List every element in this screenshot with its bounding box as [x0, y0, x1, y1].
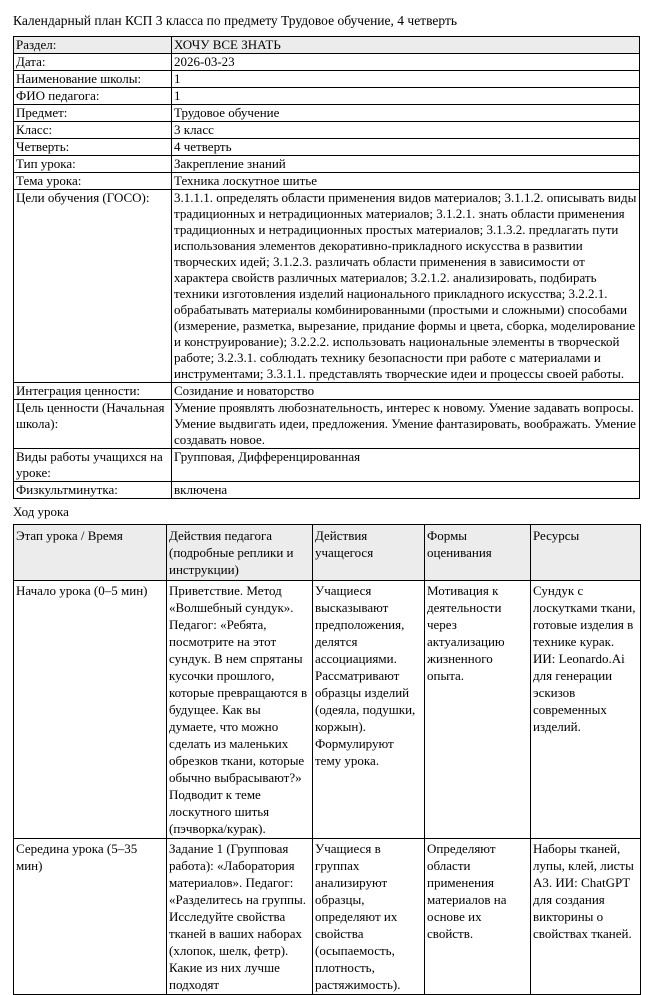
info-value: Умение проявлять любознательность, интерес к новому. Умение задавать вопросы. Умение выдвигать идеи, предложения. Умение фантазировать, воображать. Умение создавать новое. [172, 400, 640, 449]
info-key: Тип урока: [14, 156, 172, 173]
info-value: Техника лоскутное шитье [172, 173, 640, 190]
lesson-flow-table [13, 524, 641, 995]
info-key: Дата: [14, 54, 172, 71]
info-key: Цели обучения (ГОСО): [14, 190, 172, 383]
lesson-info-table [13, 36, 640, 499]
assessment-cell: Определяют области применения материалов на основе их свойств. [425, 839, 531, 995]
header-resources: Ресурсы [531, 525, 641, 581]
info-key: Цель ценности (Начальная школа): [14, 400, 172, 449]
info-key: Тема урока: [14, 173, 172, 190]
info-key: Предмет: [14, 105, 172, 122]
info-row [14, 88, 640, 105]
info-value: 3.1.1.1. определять области применения видов материалов; 3.1.1.2. описывать виды традиционных и нетрадиционных материалов; 3.1.2.1. знать области применения традиционных и нетрадиционных простых материалов; 3.1.3.2. предлагать пути использования элементов декоративно-прикладного искусства в развитии творческих идей; 3.1.2.3. различать области применения в зависимости от характера свойств различных материалов; 3.2.1.2. анализировать, подбирать техники изготовления изделий национального прикладного искусства; 3.2.2.1. обрабатывать материалы комбинированными (простыми и сложными) способами (измерение, разметка, вырезание, придание формы и цвета, сборка, моделирование и конструирование); 3.2.2.2. использовать национальные элементы в творческой работе; 3.2.3.1. соблюдать технику безопасности при работе с материалами и инструментами; 3.3.1.1. представлять творческие идеи и процессы своей работы. [172, 190, 640, 383]
lesson-info-body [14, 37, 640, 499]
info-row [14, 122, 640, 139]
info-key: ФИО педагога: [14, 88, 172, 105]
info-value: Закрепление знаний [172, 156, 640, 173]
info-key: Виды работы учащихся на уроке: [14, 449, 172, 482]
header-student-actions: Действия учащегося [313, 525, 425, 581]
info-key: Физкультминутка: [14, 482, 172, 499]
info-row [14, 400, 640, 449]
info-value: 3 класс [172, 122, 640, 139]
lesson-flow-label: Ход урока [13, 504, 69, 519]
table-row [14, 581, 641, 839]
info-row [14, 71, 640, 88]
info-key: Раздел: [14, 37, 172, 54]
info-row [14, 383, 640, 400]
info-key: Интеграция ценности: [14, 383, 172, 400]
info-key: Класс: [14, 122, 172, 139]
info-value: ХОЧУ ВСЕ ЗНАТЬ [172, 37, 640, 54]
info-row [14, 139, 640, 156]
stage-cell: Начало урока (0–5 мин) [14, 581, 167, 839]
document-title: Календарный план КСП 3 класса по предмету Трудовое обучение, 4 четверть [13, 13, 457, 28]
teacher-actions-cell: Задание 1 (Групповая работа): «Лаборатория материалов». Педагог: «Разделитесь на группы. Исследуйте свойства тканей в ваших наборах (хлопок, шелк, фетр). Какие из них лучше подходят [167, 839, 313, 995]
info-row [14, 482, 640, 499]
info-value: 1 [172, 88, 640, 105]
info-row [14, 37, 640, 54]
info-row [14, 105, 640, 122]
resources-cell: Сундук с лоскутками ткани, готовые изделия в технике курак. ИИ: Leonardo.Ai для генерации эскизов современных изделий. [531, 581, 641, 839]
student-actions-cell: Учащиеся в группах анализируют образцы, определяют их свойства (осыпаемость, плотность, растяжимость). [313, 839, 425, 995]
student-actions-cell: Учащиеся высказывают предположения, делятся ассоциациями. Рассматривают образцы изделий (одеяла, подушки, коржын). Формулируют тему урока. [313, 581, 425, 839]
table-row [14, 839, 641, 995]
info-value: 1 [172, 71, 640, 88]
lesson-flow-header-row [14, 525, 641, 581]
stage-cell: Середина урока (5–35 мин) [14, 839, 167, 995]
info-row [14, 190, 640, 383]
assessment-cell: Мотивация к деятельности через актуализацию жизненного опыта. [425, 581, 531, 839]
info-value: 4 четверть [172, 139, 640, 156]
resources-cell: Наборы тканей, лупы, клей, листы А3. ИИ: ChatGPT для создания викторины о свойствах тканей. [531, 839, 641, 995]
header-stage: Этап урока / Время [14, 525, 167, 581]
info-value: включена [172, 482, 640, 499]
header-assessment: Формы оценивания [425, 525, 531, 581]
info-value: Созидание и новаторство [172, 383, 640, 400]
info-value: Трудовое обучение [172, 105, 640, 122]
info-key: Четверть: [14, 139, 172, 156]
info-row [14, 449, 640, 482]
info-row [14, 54, 640, 71]
info-key: Наименование школы: [14, 71, 172, 88]
info-value: Групповая, Дифференцированная [172, 449, 640, 482]
info-row [14, 156, 640, 173]
header-teacher-actions: Действия педагога (подробные реплики и инструкции) [167, 525, 313, 581]
info-row [14, 173, 640, 190]
info-value: 2026-03-23 [172, 54, 640, 71]
teacher-actions-cell: Приветствие. Метод «Волшебный сундук». Педагог: «Ребята, посмотрите на этот сундук. В нем спрятаны кусочки прошлого, которые превращаются в будущее. Как вы думаете, что можно сделать из маленьких обрезков ткани, которые обычно выбрасывают?» Подводит к теме лоскутного шитья (пэчворка/курак). [167, 581, 313, 839]
